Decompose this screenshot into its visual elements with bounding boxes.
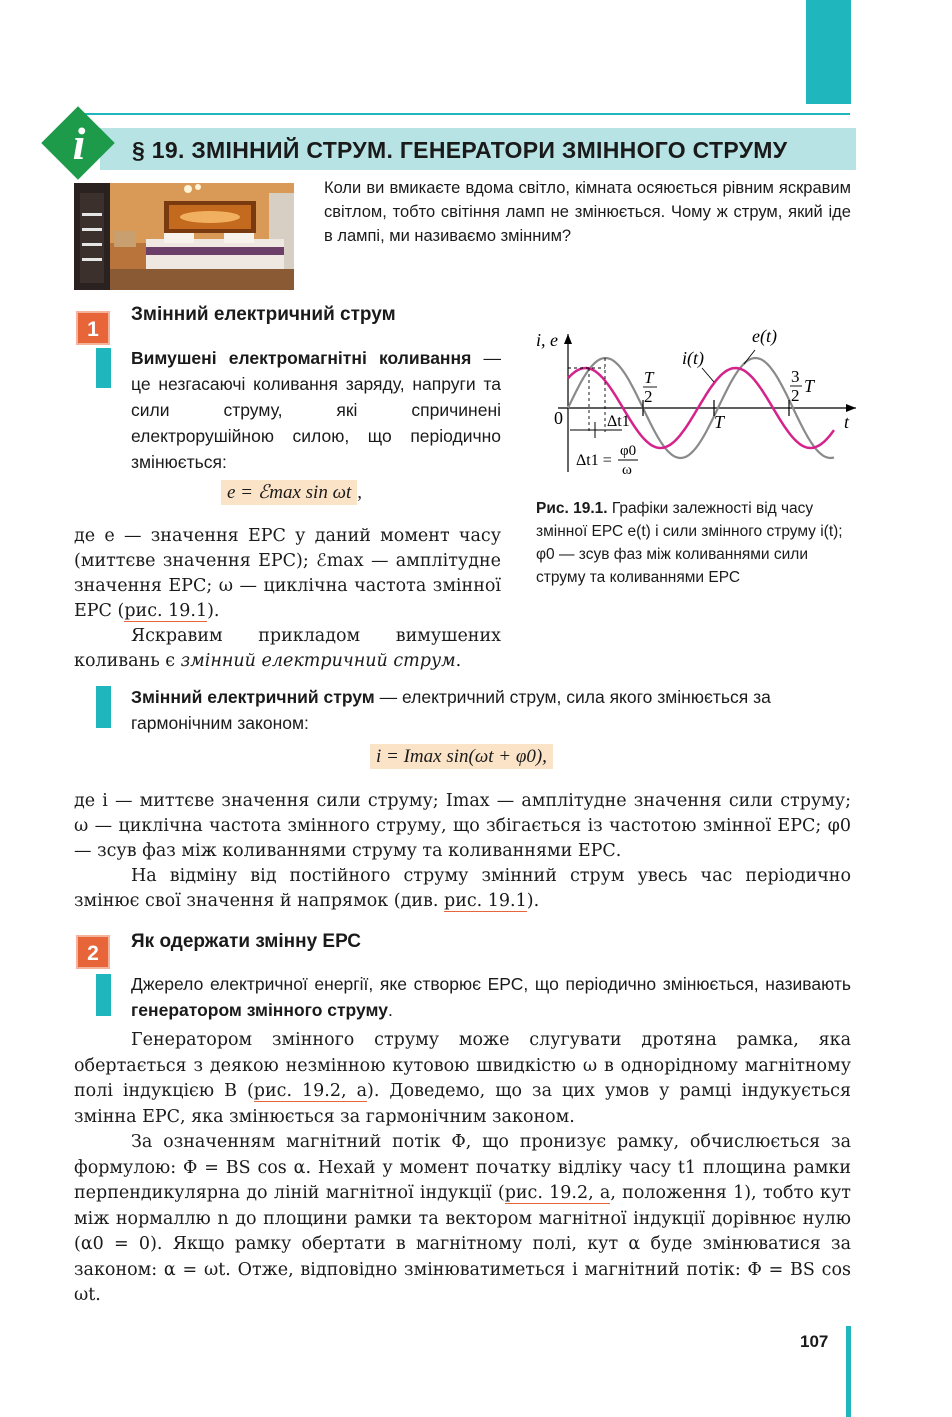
axis-label-t: t [844, 412, 850, 432]
formula-emf-body: e = ℰmax sin ωt [221, 480, 357, 505]
page-title: § 19. ЗМІННИЙ СТРУМ. ГЕНЕРАТОРИ ЗМІННОГО СТРУМУ [132, 137, 788, 163]
half-period-num: T [644, 368, 654, 387]
curve-label-i: i(t) [682, 348, 704, 368]
section-2-badge: 2 [76, 935, 110, 969]
definition-text: — електричний струм, сила якого змінюється за гармонічним законом: [131, 687, 771, 733]
formula-current [370, 746, 553, 768]
formula-emf-comma: , [357, 482, 363, 503]
generator-text: Генератором змінного струму може слугувати дротяна рамка, яка обертається з деякою незмінною кутовою швидкістю ω в однорідному магнітному полі індукцією B ( [74, 1030, 851, 1101]
header-rule [74, 113, 850, 115]
i-label-leader [702, 368, 714, 382]
info-icon-letter: i [72, 118, 86, 169]
axis-label-ie: i, e [536, 330, 558, 350]
figure-19-2a-reference[interactable]: рис. 19.2, а [253, 1081, 368, 1101]
generator-paragraph [74, 1028, 851, 1130]
e-label-leader [744, 350, 755, 364]
figure-19-1-reference[interactable]: рис. 19.1 [444, 891, 527, 911]
half-period-den: 2 [644, 387, 653, 406]
curve-label-e: e(t) [752, 326, 777, 346]
ac-direction-end: ). [526, 891, 540, 911]
section-2-title: Як одержати змінну ЕРС [131, 931, 362, 952]
y-axis-arrow [564, 334, 572, 344]
section-1-badge: 1 [76, 311, 110, 345]
top-tab-decoration [806, 0, 851, 104]
emf-explanation-text: де e — значення ЕРС у даний момент часу (миттєве значення ЕРС); ℰmax — амплітудне значення ЕРС; ω — циклічна частота змінної ЕРС ( [74, 526, 501, 621]
ac-direction-paragraph [74, 864, 851, 914]
formula-current-body: i = Imax sin(ωt + φ0), [370, 744, 553, 769]
definition-term: Вимушені електромагнітні коливання [131, 348, 472, 368]
definition-text: Джерело електричної енергії, яке створює ЕРС, що періодично змінюється, називають [131, 974, 851, 994]
generator-text-end: ). Доведемо, що за цих умов у рамці індукується змінна ЕРС, яка змінюється за гармонічним законом. [74, 1081, 851, 1127]
emf-explanation [74, 524, 501, 624]
current-explanation: де i — миттєве значення сили струму; Imax — амплітудне значення сили струму; ω — циклічна частота змінного струму, що збігається із частотою змінної ЕРС; φ0 — зсув фаз між коливаннями струму та коливаннями ЕРС. [74, 791, 851, 861]
three-half-num: 3 [791, 367, 800, 386]
definition-marker [96, 974, 111, 1016]
period-label: T [714, 412, 725, 432]
three-half-den: 2 [791, 386, 800, 405]
dt1-formula-left: Δt1 = [576, 452, 612, 469]
intro-paragraph: Коли ви вмикаєте вдома світло, кімната осяюється рівним яскравим світлом, тобто світіння ламп не змінюється. Чому ж струм, який іде в лампі, ми називаємо змінним? [324, 179, 851, 245]
dt1-formula-num: φ0 [620, 443, 637, 459]
dt1-formula-den: ω [622, 462, 632, 478]
definition-marker [96, 686, 111, 728]
definition-term: генератором змінного струму [131, 1000, 388, 1020]
figure-19-1-reference[interactable]: рис. 19.1 [124, 601, 208, 621]
example-paragraph [74, 624, 501, 674]
dt1-label: Δt1 [607, 413, 630, 430]
definition-marker [96, 348, 111, 388]
definition-term: Змінний електричний струм [131, 687, 375, 707]
section-1-title: Змінний електричний струм [131, 304, 396, 325]
example-italic: змінний електричний струм [180, 651, 456, 671]
example-text: Яскравим прикладом вимушених коливань є [74, 626, 501, 671]
x-axis-arrow [846, 404, 856, 412]
bedroom-photo [74, 183, 294, 290]
definition-alternating-current [131, 684, 851, 736]
origin-label: 0 [554, 408, 563, 428]
definition-text: — це незгасаючі коливання заряду, напруги та сили струму, які спричинені електрорушійною силою, що періодично змінюється: [131, 348, 501, 472]
page-number: 107 [800, 1332, 829, 1351]
flux-text: За означенням магнітний потік Φ, що пронизує рамку, обчислюється за формулою: Φ = BS cos α. Нехай у момент початку відліку часу t1 площина рамки перпендикулярна до ліній магнітної індукції ( [74, 1132, 851, 1203]
definition-forced-oscillations [131, 345, 501, 475]
page-edge-bar [846, 1326, 851, 1417]
caption-text: Графіки залежності від часу змінної ЕРС e(t) і сили змінного струму i(t); φ0 — зсув фаз між коливаннями сили струму та коливаннями ЕРС [536, 500, 843, 586]
definition-generator [131, 971, 851, 1023]
figure-19-1 [530, 322, 860, 482]
flux-text-end: , положення 1), тобто кут між нормаллю n до площини рамки та вектором магнітної індукції дорівнює нулю (α0 = 0). Якщо рамку обертати в магнітному полі, кут α буде змінюватися за законом: α = ωt. Отже, відповідно змінюватиметься і магнітний потік: Φ = BS cos ωt. [74, 1183, 852, 1305]
three-half-T: T [804, 376, 815, 396]
emf-explanation-end: ). [207, 601, 220, 621]
flux-paragraph [74, 1130, 851, 1309]
example-end: . [455, 651, 462, 671]
figure-19-1-caption [536, 497, 846, 589]
figure-19-2a-reference[interactable]: рис. 19.2, а [504, 1183, 611, 1203]
ac-direction-text: На відміну від постійного струму змінний струм увесь час періодично змінює свої значення й напрямок (див. [74, 866, 851, 911]
caption-label: Рис. 19.1. [536, 500, 608, 517]
formula-emf [221, 481, 362, 504]
definition-end: . [387, 1000, 393, 1020]
